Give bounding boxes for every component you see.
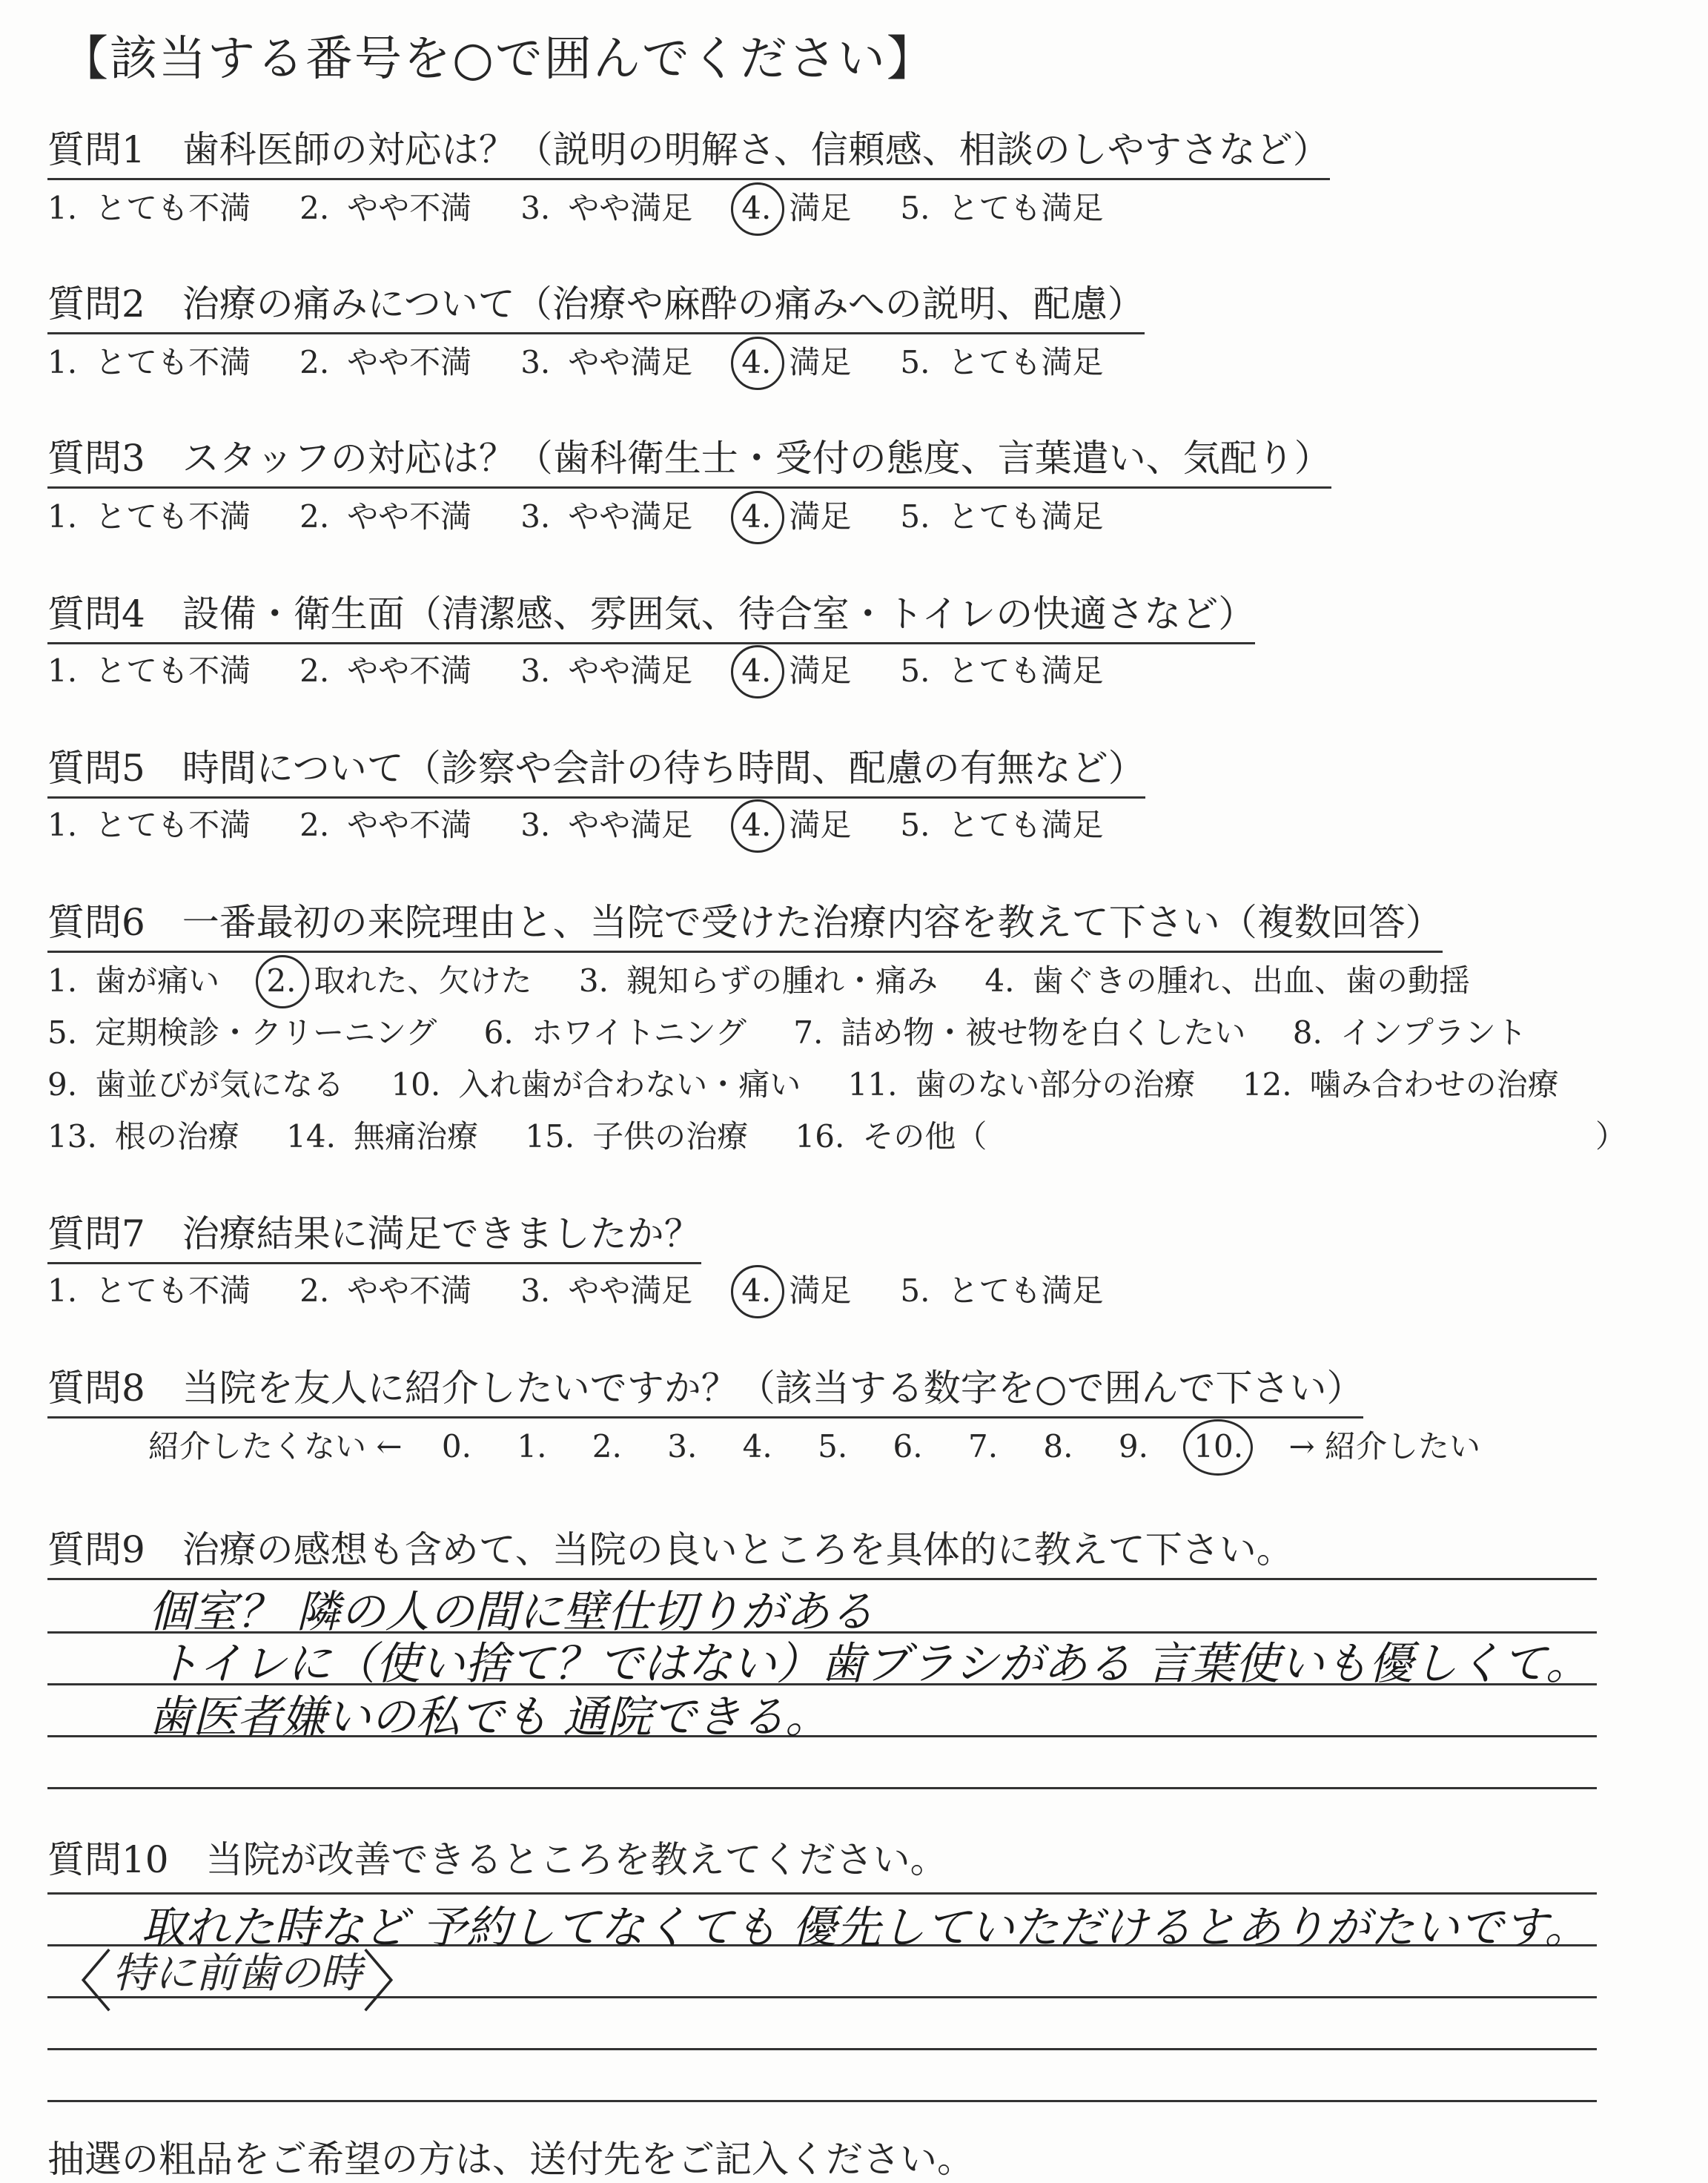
q3-circle-mark: 4. [741,498,772,535]
q8-option-1[interactable]: 1. [517,1428,547,1464]
q7-option-5[interactable]: 5. とても満足 [900,1272,1104,1309]
q7-option-3[interactable]: 3. やや満足 [520,1272,693,1309]
q8-option-10-selected[interactable]: 10. [1194,1428,1244,1464]
q1-option-5[interactable]: 5. とても満足 [900,190,1104,226]
q1-option-3[interactable]: 3. やや満足 [520,190,693,226]
q6-option-7[interactable]: 7. 詰め物・被せ物を白くしたい [793,1014,1246,1051]
q6-option-10[interactable]: 10. 入れ歯が合わない・痛い [391,1066,801,1103]
q2-option-2[interactable]: 2. やや不満 [299,344,472,380]
q6-option-11[interactable]: 11. 歯のない部分の治療 [847,1066,1196,1103]
q3-option-1[interactable]: 1. とても不満 [47,498,251,535]
q9-handwritten-answer-2: トイレに（使い捨て？ではない）歯ブラシがある 言葉使いも優しくて。 [156,1638,1590,1690]
q8-right-label: → 紹介したい [1288,1428,1480,1464]
q4-option-5[interactable]: 5. とても満足 [900,653,1104,689]
footer-prize-note: 抽選の粗品をご希望の方は、送付先をご記入ください。 [47,2138,974,2181]
q10-handwritten-answer: 取れた時など 予約してなくても 優先していただけるとありがたいです。 [141,1902,1589,1954]
question-6-title: 質問6 一番最初の来院理由と、当院で受けた治療内容を教えて下さい（複数回答） [47,893,1443,953]
q7-circle-mark: 4. [741,1272,772,1309]
q10-answer-line-4 [47,2048,1597,2050]
q2-circle-mark: 4. [741,344,772,380]
q7-option-4-selected[interactable]: 4. 満足 [741,1272,852,1309]
q5-option-1[interactable]: 1. とても不満 [47,807,251,843]
q8-option-9[interactable]: 9. [1118,1428,1148,1464]
q4-option-4-selected[interactable]: 4. 満足 [741,653,852,689]
question-9-title: 質問9 治療の感想も含めて、当院の良いところを具体的に教えて下さい。 [47,1528,1294,1571]
q1-circle-mark: 4. [741,190,772,226]
question-2-title: 質問2 治療の痛みについて（治療や麻酔の痛みへの説明、配慮） [47,274,1145,334]
question-2-options [47,338,1152,383]
q6-option-14[interactable]: 14. 無痛治療 [286,1118,478,1155]
question-4-title: 質問4 設備・衛生面（清潔感、雰囲気、待合室・トイレの快適さなど） [47,584,1255,644]
q8-option-8[interactable]: 8. [1043,1428,1073,1464]
question-1-title: 質問1 歯科医師の対応は？（説明の明解さ、信頼感、相談のしやすさなど） [47,120,1330,180]
q6-row-2 [47,1008,1564,1053]
q3-option-4-selected[interactable]: 4. 満足 [741,498,852,535]
q6-option-2-selected[interactable]: 2. 取れた、欠けた [266,962,532,999]
q6-option-6[interactable]: 6. ホワイトニング [483,1014,747,1051]
q9-answer-line-5 [47,1787,1597,1789]
q6-option-8[interactable]: 8. インプラント [1292,1014,1527,1051]
q1-option-2[interactable]: 2. やや不満 [299,190,472,226]
q1-option-4-selected[interactable]: 4. 満足 [741,190,852,226]
q6-option-16[interactable]: 16. その他（ [795,1118,987,1155]
q5-option-3[interactable]: 3. やや満足 [520,807,693,843]
q6-circle-mark: 2. [266,962,297,999]
q6-row-4 [47,1112,1024,1157]
q4-option-3[interactable]: 3. やや満足 [520,653,693,689]
page-header: 【該当する番号を○で囲んでください】 [61,32,936,87]
question-7-options [47,1266,1152,1311]
question-10-title: 質問10 当院が改善できるところを教えてください。 [47,1838,947,1881]
q2-option-5[interactable]: 5. とても満足 [900,344,1104,380]
q8-option-4[interactable]: 4. [742,1428,772,1464]
question-1-options [47,184,1152,228]
q6-option-9[interactable]: 9. 歯並びが気になる [47,1066,345,1103]
q6-option-12[interactable]: 12. 噛み合わせの治療 [1242,1066,1559,1103]
q6-option-1[interactable]: 1. 歯が痛い [47,962,220,999]
question-5-options [47,801,1152,845]
question-3-options [47,492,1152,537]
q4-option-1[interactable]: 1. とても不満 [47,653,251,689]
q6-option-4[interactable]: 4. 歯ぐきの腫れ、出血、歯の動揺 [984,962,1470,999]
q5-option-2[interactable]: 2. やや不満 [299,807,472,843]
q6-option-5[interactable]: 5. 定期検診・クリーニング [47,1014,437,1051]
q6-row-1 [47,957,1507,1001]
q8-option-6[interactable]: 6. [893,1428,923,1464]
q3-option-5[interactable]: 5. とても満足 [900,498,1104,535]
question-7-title: 質問7 治療結果に満足できましたか？ [47,1204,701,1264]
note-left-bracket: 〈 [46,1943,113,2021]
q7-option-1[interactable]: 1. とても不満 [47,1272,251,1309]
q8-option-2[interactable]: 2. [592,1428,622,1464]
q5-circle-mark: 4. [741,807,772,843]
question-3-title: 質問3 スタッフの対応は？（歯科衛生士・受付の態度、言葉遣い、気配り） [47,429,1331,489]
q6-option-15[interactable]: 15. 子供の治療 [525,1118,749,1155]
q6-option-3[interactable]: 3. 親知らずの腫れ・痛み [578,962,938,999]
note-right-bracket: 〉 [362,1943,428,2021]
q4-option-2[interactable]: 2. やや不満 [299,653,472,689]
q2-option-3[interactable]: 3. やや満足 [520,344,693,380]
q8-option-5[interactable]: 5. [818,1428,848,1464]
q7-option-2[interactable]: 2. やや不満 [299,1272,472,1309]
question-4-options [47,647,1152,691]
q9-handwritten-answer-3: 歯医者嫌いの私でも 通院できる。 [148,1691,830,1743]
question-8-title: 質問8 当院を友人に紹介したいですか？（該当する数字を○で囲んで下さい） [47,1358,1363,1419]
q5-option-5[interactable]: 5. とても満足 [900,807,1104,843]
q2-option-4-selected[interactable]: 4. 満足 [741,344,852,380]
q8-option-0[interactable]: 0. [441,1428,471,1464]
q6-option-13[interactable]: 13. 根の治療 [47,1118,239,1155]
q8-scale-row [148,1422,1516,1467]
question-5-title: 質問5 時間について（診察や会計の待ち時間、配慮の有無など） [47,739,1145,799]
q8-left-label: 紹介したくない ← [148,1428,403,1464]
q1-option-1[interactable]: 1. とても不満 [47,190,251,226]
q6-row-3 [47,1060,1596,1105]
q4-circle-mark: 4. [741,653,772,689]
q10-answer-line-5 [47,2100,1597,2102]
q6-other-close-paren: ） [1595,1118,1627,1155]
q5-option-4-selected[interactable]: 4. 満足 [741,807,852,843]
q10-handwritten-note: 〈特に前歯の時〉 [46,1943,428,2021]
q8-option-7[interactable]: 7. [967,1428,999,1464]
q2-option-1[interactable]: 1. とても不満 [47,344,251,380]
q3-option-3[interactable]: 3. やや満足 [520,498,693,535]
q9-handwritten-answer-1: 個室？ 隣の人の間に壁仕切りがある [148,1586,875,1638]
q3-option-2[interactable]: 2. やや不満 [299,498,472,535]
q8-option-3[interactable]: 3. [667,1428,698,1464]
